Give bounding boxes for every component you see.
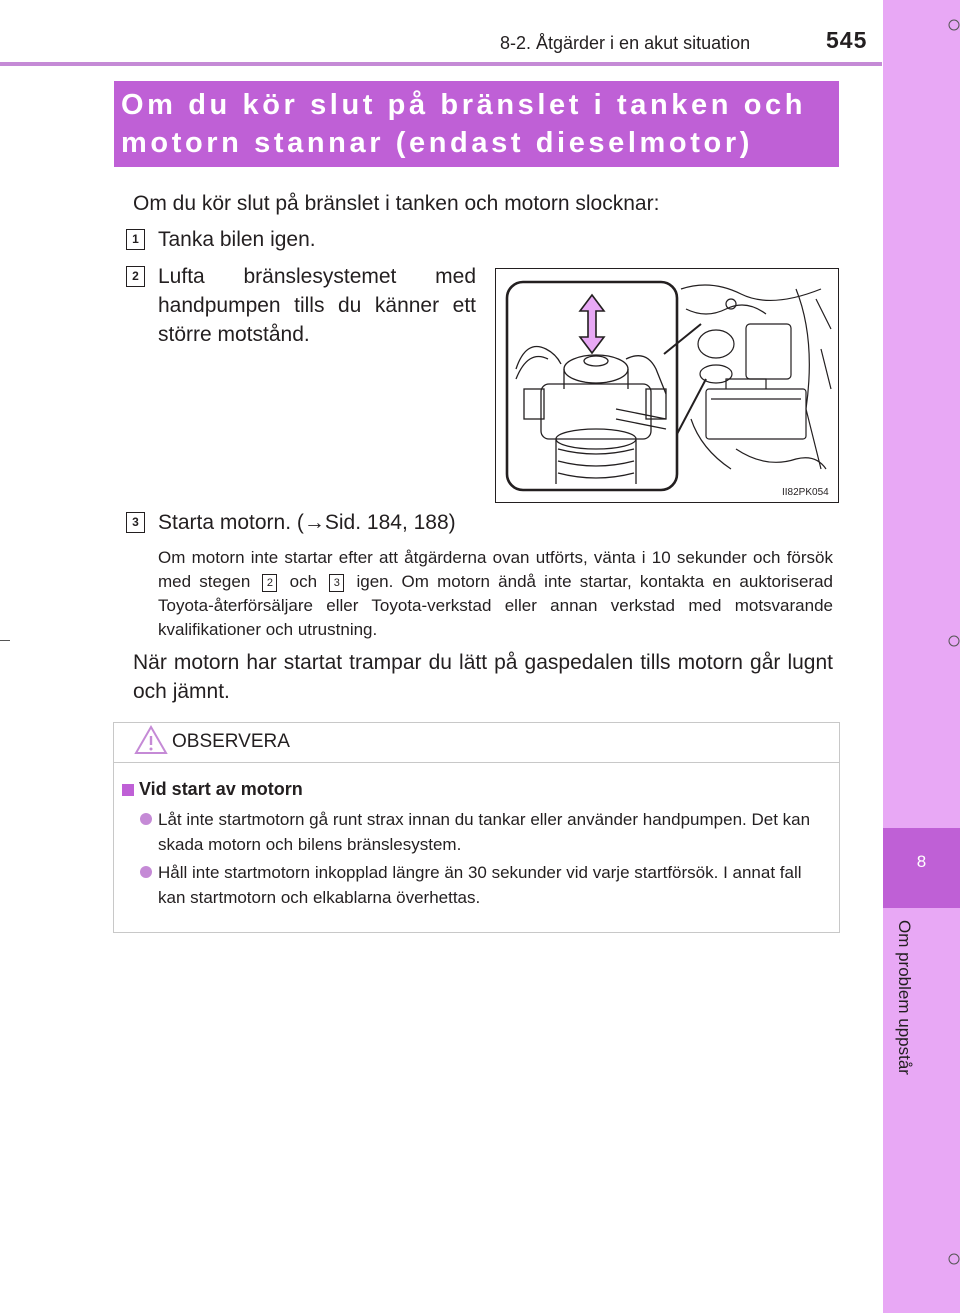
step-ref-box: 2 xyxy=(262,574,277,592)
caution-label: OBSERVERA xyxy=(172,731,290,752)
section-title: Om du kör slut på bränslet i tanken och motorn stannar (endast dieselmotor) xyxy=(121,89,807,159)
note-part-1: Om motorn inte startar efter att åtgärderna ovan utförts, vänta i 10 sekunder och försök med stegen xyxy=(158,548,833,591)
caution-item: Håll inte startmotorn inkopplad längre än 30 sekunder vid varje startförsök. I annat fall kan startmotorn och elkablarna överhettas. xyxy=(158,863,802,907)
chapter-side-tab xyxy=(883,0,960,1313)
chapter-number: 8 xyxy=(916,852,927,871)
chapter-title xyxy=(884,920,914,1100)
after-start-text: När motorn har startat trampar du lätt på gaspedalen tills motorn går lugnt och jämnt. xyxy=(133,651,833,703)
step-number-box: 2 xyxy=(126,266,145,287)
caution-item: Låt inte startmotorn gå runt strax innan du tankar eller använder handpumpen. Det kan skada motorn och bilens bränslesystem. xyxy=(158,810,811,854)
page-number: 545 xyxy=(826,27,868,53)
figure-code: II82PK054 xyxy=(782,487,829,498)
heading-bullet-icon xyxy=(122,784,134,796)
warning-triangle-icon xyxy=(134,724,168,761)
caution-header-rule xyxy=(114,762,839,763)
step-number-box: 1 xyxy=(126,229,145,250)
step-text: Lufta bränslesystemet med handpumpen tills du känner ett större motstånd. xyxy=(158,265,476,346)
bullet-dot-icon xyxy=(140,866,152,878)
step-ref-box: 3 xyxy=(329,574,344,592)
crop-mark-circle xyxy=(948,1252,960,1270)
header-rule xyxy=(0,62,882,66)
caution-heading: Vid start av motorn xyxy=(139,779,303,799)
section-reference: 8-2. Åtgärder i en akut situation xyxy=(500,33,751,53)
chapter-title-text: Om problem uppstår xyxy=(895,920,914,1075)
note-text xyxy=(158,546,833,642)
engine-illustration xyxy=(495,268,839,503)
note-mid: och xyxy=(289,572,318,591)
fuel-filter-hand-pump-drawing xyxy=(496,269,838,502)
crop-mark-circle xyxy=(948,634,960,652)
crop-mark-circle xyxy=(948,18,960,36)
crop-mark xyxy=(0,640,10,641)
bullet-dot-icon xyxy=(140,813,152,825)
intro-text: Om du kör slut på bränslet i tanken och motorn slocknar: xyxy=(133,192,660,215)
step-text: Tanka bilen igen. xyxy=(158,228,316,251)
step-number-box: 3 xyxy=(126,512,145,533)
note-part-2: igen. Om motorn ändå inte startar, kontakta en auktoriserad Toyota-återförsäljare eller Toyota-verkstad eller annan verkstad med motsvarande kvalifikationer och utrustning. xyxy=(158,572,833,639)
step-text: Starta motorn. (→Sid. 184, 188) xyxy=(158,511,456,534)
